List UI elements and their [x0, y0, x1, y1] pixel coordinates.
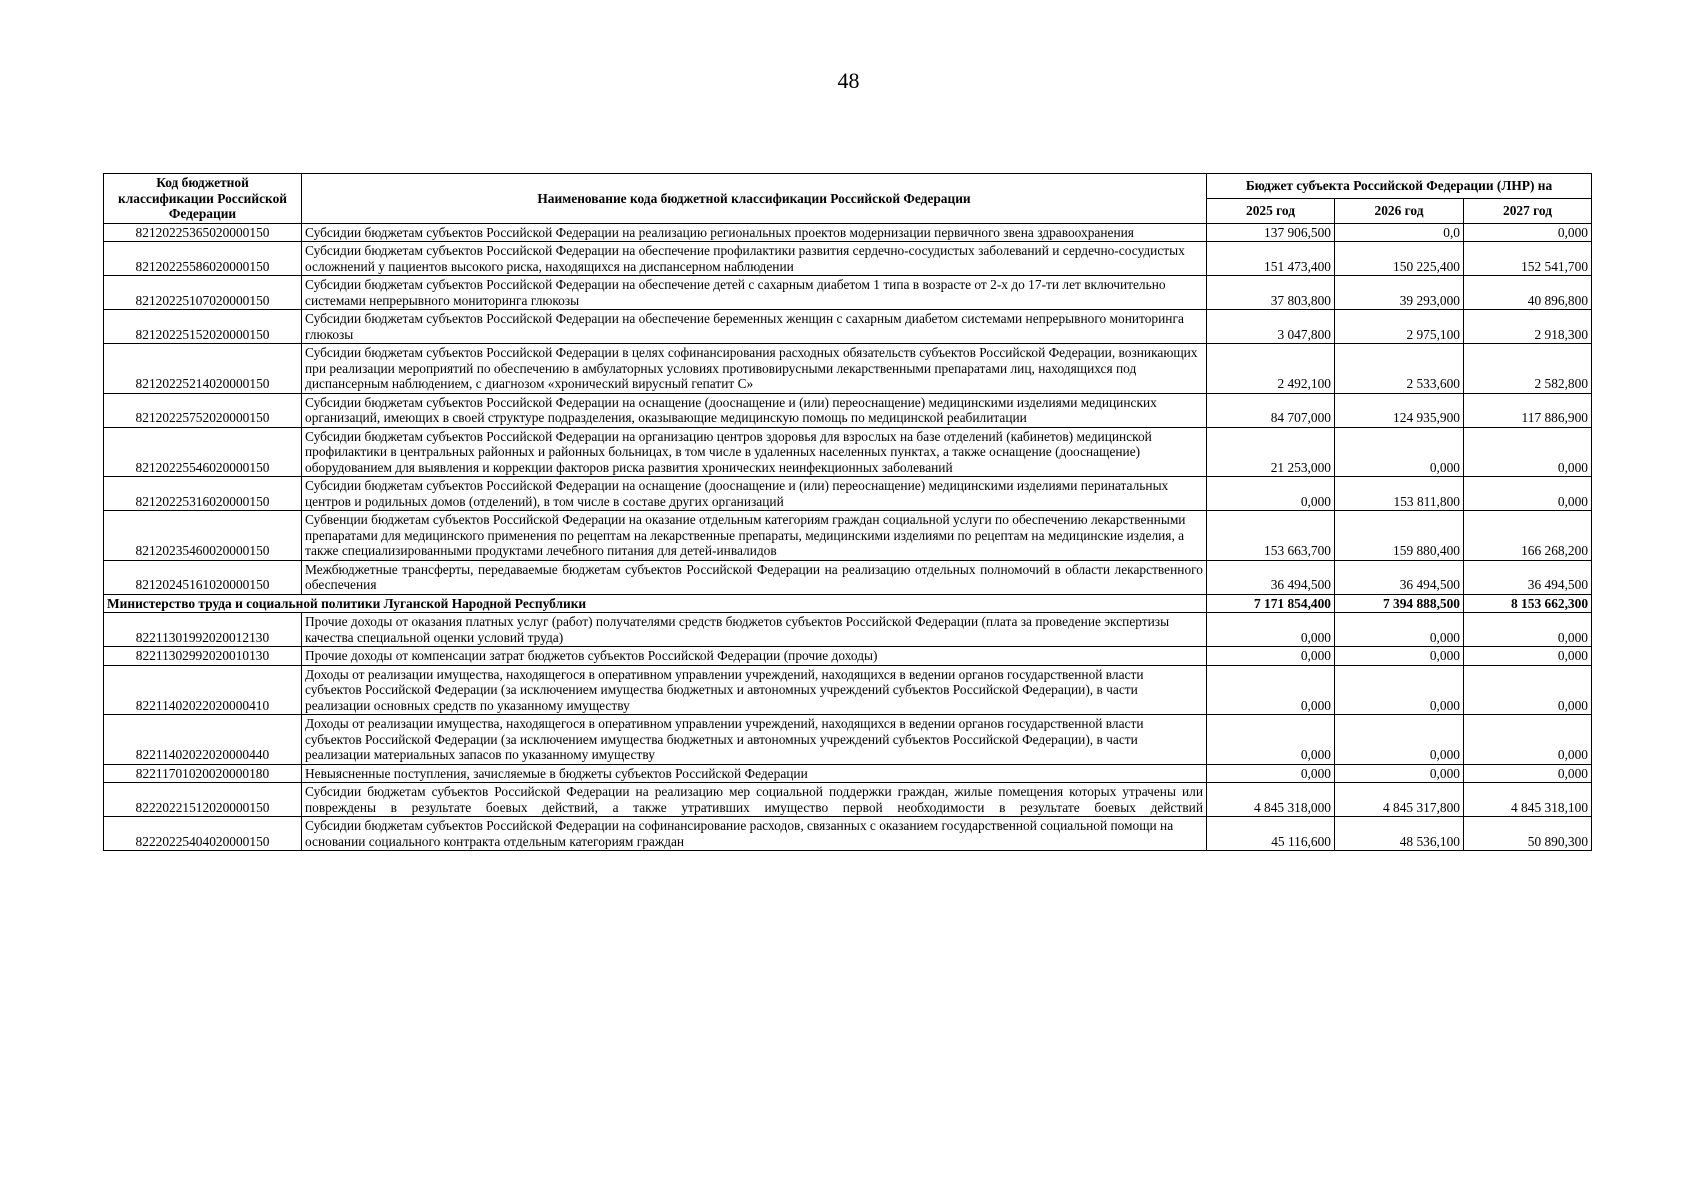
value-2025-cell: 153 663,700: [1207, 511, 1335, 561]
header-code: Код бюджетной классификации Российской Федерации: [104, 174, 302, 224]
value-2027-cell: 2 582,800: [1464, 344, 1592, 394]
table-header-row: [104, 174, 1592, 199]
value-2025-cell: 4 845 318,000: [1207, 783, 1335, 817]
table-row: [104, 764, 1592, 783]
section-total-2027: 8 153 662,300: [1464, 594, 1592, 613]
page-number: 48: [837, 68, 860, 93]
header-year-2025: 2025 год: [1207, 198, 1335, 223]
name-cell: Субсидии бюджетам субъектов Российской Федерации на оснащение (дооснащение и (или) переоснащение) медицинскими изделиями перинатальных центров и родильных домов (отделений), в том числе в составе других организаций: [302, 477, 1207, 511]
name-cell: Доходы от реализации имущества, находящегося в оперативном управлении учреждений, находящихся в ведении органов государственной власти субъектов Российской Федерации (за исключением имущества бюджетных и автономных учреждений субъектов Российской Федерации), в части реализации основных средств по указанному имуществу: [302, 665, 1207, 715]
value-2027-cell: 4 845 318,100: [1464, 783, 1592, 817]
value-2025-cell: 2 492,100: [1207, 344, 1335, 394]
section-name: Министерство труда и социальной политики Луганской Народной Республики: [104, 594, 1207, 613]
value-2025-cell: 36 494,500: [1207, 560, 1335, 594]
name-cell: Доходы от реализации имущества, находящегося в оперативном управлении учреждений, находящихся в ведении органов государственной власти субъектов Российской Федерации (за исключением имущества бюджетных и автономных учреждений субъектов Российской Федерации), в части реализации материальных запасов по указанному имуществу: [302, 715, 1207, 765]
name-cell: Субсидии бюджетам субъектов Российской Федерации на организацию центров здоровья для взрослых на базе отделений (кабинетов) медицинской профилактики в центральных районных и районных больницах, в том числе в удаленных населенных пунктах, а также оснащение (дооснащение) оборудованием для выявления и коррекции факторов риска развития хронических неинфекционных заболеваний: [302, 427, 1207, 477]
code-cell: 82211701020020000180: [104, 764, 302, 783]
table-row: [104, 242, 1592, 276]
value-2027-cell: 0,000: [1464, 715, 1592, 765]
code-cell: 82220225404020000150: [104, 817, 302, 851]
code-cell: 82211402022020000440: [104, 715, 302, 765]
value-2025-cell: 3 047,800: [1207, 310, 1335, 344]
value-2025-cell: 0,000: [1207, 647, 1335, 666]
table-row: [104, 665, 1592, 715]
value-2027-cell: 0,000: [1464, 223, 1592, 242]
value-2025-cell: 37 803,800: [1207, 276, 1335, 310]
name-cell: Субсидии бюджетам субъектов Российской Федерации на обеспечение детей с сахарным диабетом 1 типа в возрасте от 2-х до 17-ти лет включительно системами непрерывного мониторинга глюкозы: [302, 276, 1207, 310]
value-2026-cell: 153 811,800: [1335, 477, 1464, 511]
value-2027-cell: 0,000: [1464, 647, 1592, 666]
table-body-health: [104, 223, 1592, 594]
budget-table: [103, 173, 1592, 851]
table-row: [104, 715, 1592, 765]
name-cell: Субвенции бюджетам субъектов Российской Федерации на оказание отдельным категориям граждан социальной услуги по обеспечению лекарственными препаратами для медицинского применения по рецептам на лекарственные препараты, медицинскими изделиями по рецептам на медицинские изделия, а также специализированными продуктами лечебного питания для детей-инвалидов: [302, 511, 1207, 561]
name-cell: Субсидии бюджетам субъектов Российской Федерации на софинансирование расходов, связанных с оказанием государственной социальной помощи на основании социального контракта отдельным категориям граждан: [302, 817, 1207, 851]
table-row: [104, 817, 1592, 851]
value-2025-cell: 0,000: [1207, 764, 1335, 783]
table-row: [104, 477, 1592, 511]
section-total-2026: 7 394 888,500: [1335, 594, 1464, 613]
code-cell: 82120225586020000150: [104, 242, 302, 276]
name-cell: Субсидии бюджетам субъектов Российской Федерации на обеспечение профилактики развития сердечно-сосудистых заболеваний и сердечно-сосудистых осложнений у пациентов высокого риска, находящихся на диспансерном наблюдении: [302, 242, 1207, 276]
header-budget-group: Бюджет субъекта Российской Федерации (ЛНР) на: [1207, 174, 1592, 199]
value-2026-cell: 48 536,100: [1335, 817, 1464, 851]
name-cell: Субсидии бюджетам субъектов Российской Федерации на реализацию региональных проектов модернизации первичного звена здравоохранения: [302, 223, 1207, 242]
table-row: [104, 613, 1592, 647]
table-row: [104, 276, 1592, 310]
value-2026-cell: 0,000: [1335, 715, 1464, 765]
value-2025-cell: 0,000: [1207, 613, 1335, 647]
value-2027-cell: 166 268,200: [1464, 511, 1592, 561]
code-cell: 82120225214020000150: [104, 344, 302, 394]
value-2025-cell: 45 116,600: [1207, 817, 1335, 851]
value-2026-cell: 150 225,400: [1335, 242, 1464, 276]
header-year-2027: 2027 год: [1464, 198, 1592, 223]
value-2025-cell: 151 473,400: [1207, 242, 1335, 276]
value-2027-cell: 0,000: [1464, 427, 1592, 477]
value-2026-cell: 0,0: [1335, 223, 1464, 242]
value-2026-cell: 36 494,500: [1335, 560, 1464, 594]
table-body-labor: [104, 613, 1592, 851]
value-2025-cell: 84 707,000: [1207, 393, 1335, 427]
code-cell: 82120245161020000150: [104, 560, 302, 594]
value-2027-cell: 0,000: [1464, 477, 1592, 511]
code-cell: 82120235460020000150: [104, 511, 302, 561]
value-2026-cell: 159 880,400: [1335, 511, 1464, 561]
code-cell: 82120225152020000150: [104, 310, 302, 344]
header-year-2026: 2026 год: [1335, 198, 1464, 223]
value-2026-cell: 0,000: [1335, 665, 1464, 715]
name-cell: Субсидии бюджетам субъектов Российской Федерации в целях софинансирования расходных обязательств субъектов Российской Федерации, возникающих при реализации мероприятий по обеспечению в амбулаторных условиях противовирусными лекарственными препаратами лиц, находящихся под диспансерным наблюдением, с диагнозом «хронический вирусный гепатит С»: [302, 344, 1207, 394]
value-2027-cell: 0,000: [1464, 764, 1592, 783]
value-2027-cell: 50 890,300: [1464, 817, 1592, 851]
code-cell: 82220221512020000150: [104, 783, 302, 817]
value-2026-cell: 0,000: [1335, 613, 1464, 647]
value-2025-cell: 21 253,000: [1207, 427, 1335, 477]
value-2027-cell: 36 494,500: [1464, 560, 1592, 594]
table-row: [104, 223, 1592, 242]
value-2026-cell: 0,000: [1335, 427, 1464, 477]
table-row: [104, 647, 1592, 666]
value-2026-cell: 0,000: [1335, 764, 1464, 783]
section-row: [104, 594, 1592, 613]
name-cell: Субсидии бюджетам субъектов Российской Федерации на реализацию мер социальной поддержки граждан, жилые помещения которых утрачены или повреждены в результате боевых действий, а также утративших имущество первой необходимости в результате боевых действий: [302, 783, 1207, 817]
value-2027-cell: 40 896,800: [1464, 276, 1592, 310]
table-row: [104, 310, 1592, 344]
header-name: Наименование кода бюджетной классификации Российской Федерации: [302, 174, 1207, 224]
name-cell: Субсидии бюджетам субъектов Российской Федерации на оснащение (дооснащение и (или) переоснащение) медицинскими изделиями медицинских организаций, имеющих в своей структуре подразделения, оказывающие медицинскую помощь по медицинской реабилитации: [302, 393, 1207, 427]
value-2025-cell: 0,000: [1207, 665, 1335, 715]
value-2025-cell: 137 906,500: [1207, 223, 1335, 242]
table-row: [104, 393, 1592, 427]
value-2026-cell: 4 845 317,800: [1335, 783, 1464, 817]
value-2027-cell: 117 886,900: [1464, 393, 1592, 427]
value-2026-cell: 124 935,900: [1335, 393, 1464, 427]
code-cell: 82211402022020000410: [104, 665, 302, 715]
value-2025-cell: 0,000: [1207, 477, 1335, 511]
name-cell: Прочие доходы от оказания платных услуг (работ) получателями средств бюджетов субъектов Российской Федерации (плата за проведение экспертизы качества специальной оценки условий труда): [302, 613, 1207, 647]
value-2027-cell: 2 918,300: [1464, 310, 1592, 344]
code-cell: 82120225316020000150: [104, 477, 302, 511]
name-cell: Невыясненные поступления, зачисляемые в бюджеты субъектов Российской Федерации: [302, 764, 1207, 783]
code-cell: 82120225107020000150: [104, 276, 302, 310]
value-2026-cell: 2 975,100: [1335, 310, 1464, 344]
value-2026-cell: 2 533,600: [1335, 344, 1464, 394]
code-cell: 82120225752020000150: [104, 393, 302, 427]
name-cell: Субсидии бюджетам субъектов Российской Федерации на обеспечение беременных женщин с сахарным диабетом системами непрерывного мониторинга глюкозы: [302, 310, 1207, 344]
section-total-2025: 7 171 854,400: [1207, 594, 1335, 613]
value-2026-cell: 0,000: [1335, 647, 1464, 666]
table-row: [104, 560, 1592, 594]
code-cell: 82211302992020010130: [104, 647, 302, 666]
code-cell: 82120225365020000150: [104, 223, 302, 242]
value-2027-cell: 0,000: [1464, 613, 1592, 647]
table-body-section: [104, 594, 1592, 613]
value-2025-cell: 0,000: [1207, 715, 1335, 765]
value-2027-cell: 152 541,700: [1464, 242, 1592, 276]
code-cell: 82211301992020012130: [104, 613, 302, 647]
name-cell: Межбюджетные трансферты, передаваемые бюджетам субъектов Российской Федерации на реализацию отдельных полномочий в области лекарственного обеспечения: [302, 560, 1207, 594]
name-cell: Прочие доходы от компенсации затрат бюджетов субъектов Российской Федерации (прочие доходы): [302, 647, 1207, 666]
table-row: [104, 427, 1592, 477]
code-cell: 82120225546020000150: [104, 427, 302, 477]
table-row: [104, 344, 1592, 394]
table-row: [104, 511, 1592, 561]
table-row: [104, 783, 1592, 817]
value-2027-cell: 0,000: [1464, 665, 1592, 715]
value-2026-cell: 39 293,000: [1335, 276, 1464, 310]
